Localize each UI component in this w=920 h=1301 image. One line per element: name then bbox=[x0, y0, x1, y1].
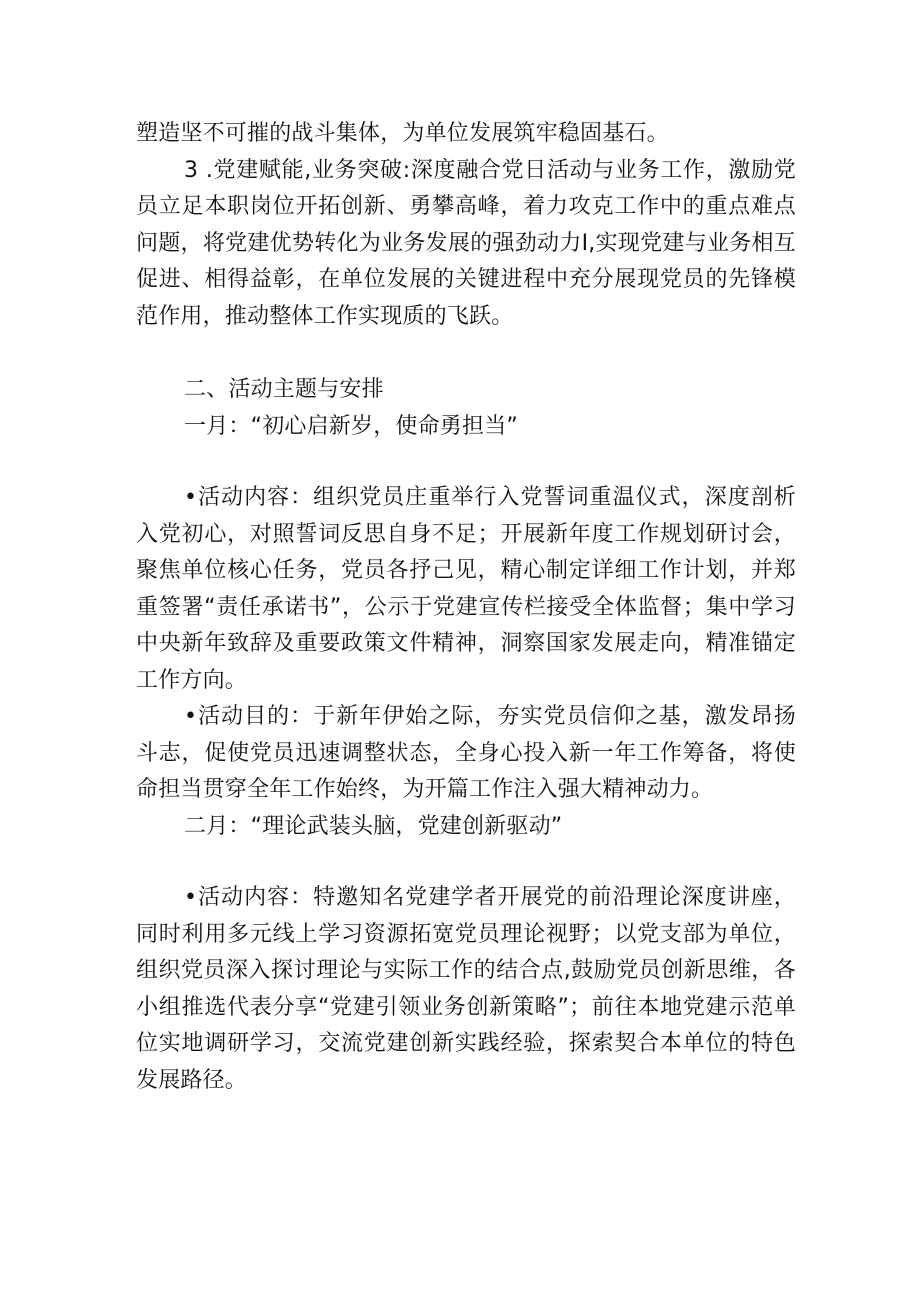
paragraph-continuation: 塑造坚不可摧的战斗集体，为单位发展筑牢稳固基石。 bbox=[136, 121, 669, 146]
january-activity-purpose: •活动目的：于新年伊始之际，夯实党员信仰之基，激发昂扬斗志，促使党员迅速调整状态，全身心投入新一年工作筹备，将使命担当贯穿全年工作始终，为开篇工作注入强大精神动力。 bbox=[136, 704, 796, 802]
february-activity-content: •活动内容：特邀知名党建学者开展党的前沿理论深度讲座，同时利用多元线上学习资源拓宽党员理论视野；以党支部为单位，组织党员深入探讨理论与实际工作的结合点,鼓励党员创新思维，各小组推选代表分享“党建引领业务创新策略”；前往本地党建示范单位实地调研学习，交流党建创新实践经验，探索契合本单位的特色发展路径。 bbox=[136, 885, 796, 1093]
january-theme-title: 一月：“初心启新岁，使命勇担当” bbox=[184, 413, 518, 439]
february-theme-title: 二月：“理论武装头脑，党建创新驱动” bbox=[184, 813, 563, 839]
section-heading: 二、活动主题与安排 bbox=[184, 377, 384, 402]
january-activity-content: •活动内容：组织党员庄重举行入党誓词重温仪式，深度剖析入党初心，对照誓词反思自身不足；开展新年度工作规划研讨会，聚焦单位核心任务，党员各抒己见，精心制定详细工作计划，并郑重签署“责任承诺书”，公示于党建宣传栏接受全体监督；集中学习中央新年致辞及重要政策文件精神，洞察国家发展走向，精准锚定工作方向。 bbox=[136, 485, 796, 693]
paragraph-goal-3: 3 .党建赋能,业务突破:深度融合党日活动与业务工作，激励党员立足本职岗位开拓创新、勇攀高峰，着力攻克工作中的重点难点问题，将党建优势转化为业务发展的强劲动力I,实现党建与业务相互促进、相得益彰，在单位发展的关键进程中充分展现党员的先锋模范作用，推动整体工作实现质的飞跃。 bbox=[136, 157, 796, 329]
document-body bbox=[136, 116, 796, 1099]
